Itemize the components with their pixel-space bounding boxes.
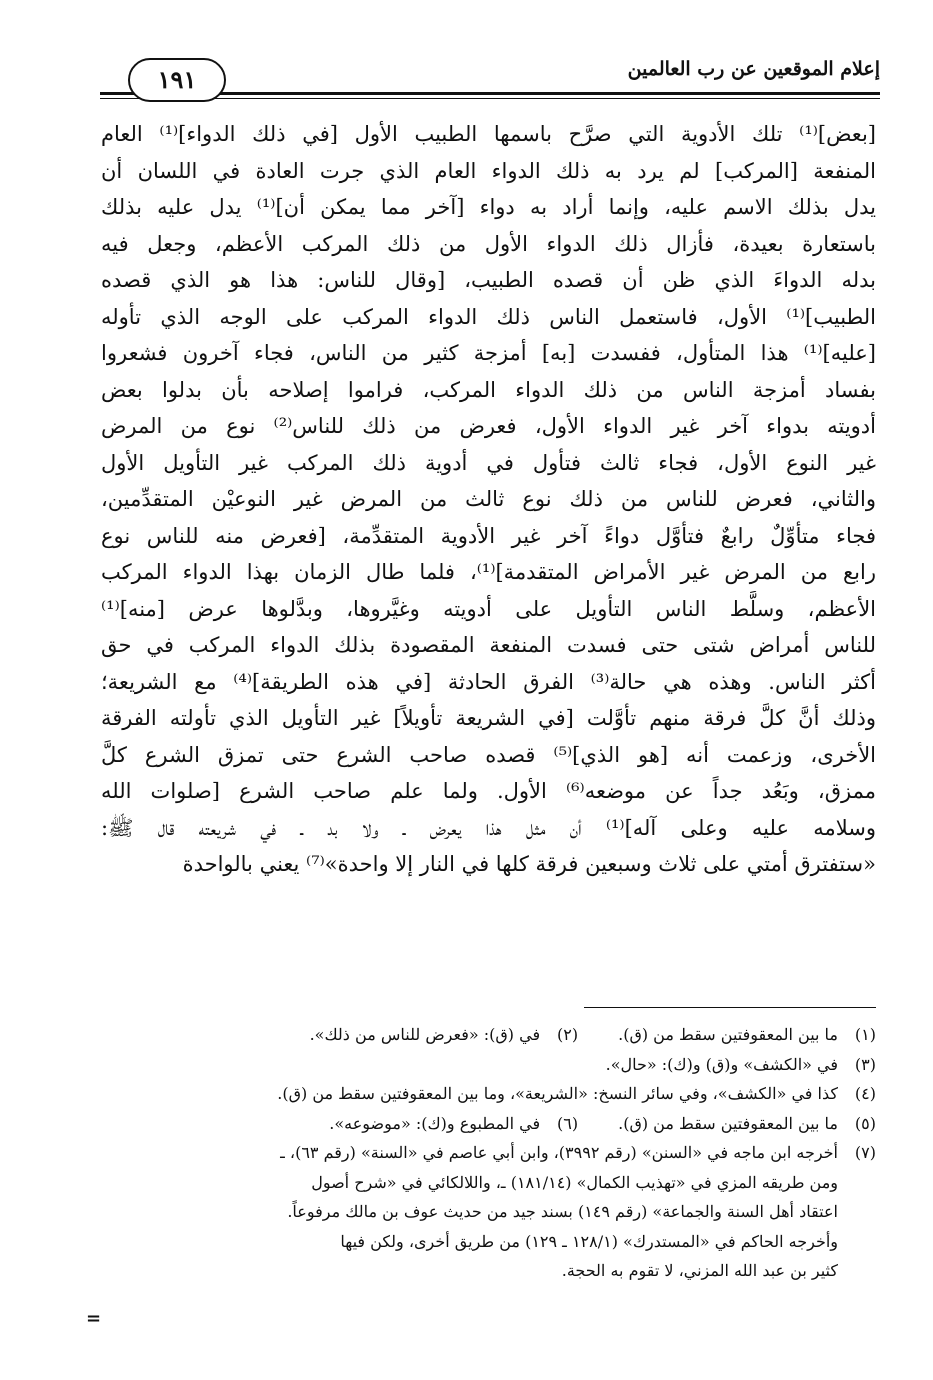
footnote-number: (٥): [854, 1113, 876, 1133]
footnote-line: [101, 1168, 876, 1198]
text-line: غير النوع الأول، فجاء ثالث فتأول في أدوية ذلك المركب غير التأويل الأول: [101, 450, 876, 475]
main-text: [101, 116, 876, 883]
footnote-text: ما بين المعقوفتين سقط من (ق).: [618, 1025, 838, 1044]
footnote-line: [101, 1138, 876, 1168]
footnote-text: أخرجه ابن ماجه في «السنن» (رقم ٣٩٩٢)، وابن أبي عاصم في «السنة» (رقم ٦٣)، ـ: [280, 1143, 838, 1162]
footnote-text: وأخرجه الحاكم في «المستدرك» (١٢٨/١ ـ ١٢٩) من طريق أخرى، ولكن فيها: [340, 1231, 838, 1251]
footnote-text: كثير بن عبد الله المزني، لا تقوم به الحجة.: [561, 1261, 838, 1280]
text-line: [عليه]⁽¹⁾ هذا المتأول، ففسدت [به] أمزجة كثير من الناس، فجاء آخرون فشعروا: [101, 341, 876, 365]
text-line: بدله الدواءَ الذي ظن أن قصده الطبيب، [وقال للناس: هذا هو الذي قصده: [101, 268, 876, 292]
text-line: «ستفترق أمتي على ثلاث وسبعين فرقة كلها في النار إلا واحدة»⁽⁷⁾ يعني بالواحدة: [182, 852, 876, 876]
footnote-text: في (ق): «فعرض للناس من ذلك».: [309, 1025, 541, 1044]
text-line: رابع من المرض غير الأمراض المتقدمة]⁽¹⁾، فلما طال الزمان بهذا الدواء المركب: [101, 560, 876, 584]
text-line: أكثر الناس. وهذه هي حالة⁽³⁾ الفرق الحادثة [في هذه الطريقة]⁽⁴⁾ مع الشريعة؛: [101, 669, 876, 694]
text-line: يدل بذلك الاسم عليه، وإنما أراد به دواء [آخر مما يمكن أن]⁽¹⁾ يدل عليه بذلك: [101, 195, 876, 219]
text-line: الأخرى، وزعمت أنه [هو الذي]⁽⁵⁾ قصده صاحب الشرع حتى تمزق الشرع كلَّ: [101, 742, 876, 767]
footnote-line: [101, 1227, 876, 1257]
footnote-number: (٦): [557, 1113, 579, 1133]
footnote-line: [101, 1020, 876, 1050]
text-line: باستعارة بعيدة، فأزال ذلك الدواء الأول من ذلك المركب الأعظم، وجعل فيه: [101, 231, 876, 256]
footnote-line: [101, 1109, 876, 1139]
footnote-line: [101, 1050, 876, 1080]
text-line: فجاء متأوِّلٌ رابعٌ فتأوَّل دواءً آخر غير الأدوية المتقدِّمة، [فعرض منه للناس نوع: [101, 523, 876, 548]
text-line: بفساد أمزجة الناس من ذلك الدواء المركب، فراموا إصلاحه بأن بدلوا بعض: [101, 377, 876, 402]
footnote-number: (٧): [854, 1143, 876, 1162]
page-header: [100, 48, 880, 104]
footnote-separator: [584, 1007, 876, 1008]
continuation-mark: =: [86, 1308, 102, 1329]
footnote-number: (٢): [557, 1025, 579, 1044]
running-title: إعلام الموقعين عن رب العالمين: [627, 58, 880, 80]
text-line: الأعظم، وسلَّط الناس التأويل على أدويته وغيَّروها، وبدَّلوها عرض [منه]⁽¹⁾: [101, 596, 876, 621]
text-line: وسلامه عليه وعلى آله]⁽¹⁾ أن مثل هذا يعرض ـ ولا بد ـ في شريعته قال ﷺ:: [101, 815, 876, 840]
footnote-text: في «الكشف» و(ق) و(ك): «حال».: [605, 1054, 838, 1074]
text-line: ممزق، وبَعُد جداً عن موضعه⁽⁶⁾ الأول. ولما علم صاحب الشرع [صلوات الله: [101, 779, 876, 803]
footnote-text: ومن طريقه المزي في «تهذيب الكمال» (١٨١/١٤) ـ، واللالكائي في «شرح أصول: [311, 1172, 838, 1192]
header-rule-thin: [100, 98, 880, 99]
footnotes: [101, 1020, 876, 1286]
text-line: والثاني، فعرض للناس من ذلك نوع ثالث من المرض غير النوعيْن المتقدِّمين،: [101, 487, 876, 511]
footnote-line: [101, 1256, 876, 1286]
footnote-line: [101, 1197, 876, 1227]
footnote-line: [101, 1079, 876, 1109]
text-line: الطبيب]⁽¹⁾ الأول، فاستعمل الناس ذلك الدواء المركب على الوجه الذي تأوله: [101, 304, 876, 329]
footnote-text: اعتقاد أهل السنة والجماعة» (رقم ١٤٩) بسند جيد من حديث عوف بن مالك مرفوعاً.: [287, 1202, 838, 1221]
footnote-text: في المطبوع و(ك): «موضوعه».: [329, 1113, 541, 1133]
page-number: ١٩١: [128, 58, 226, 102]
footnote-text: ما بين المعقوفتين سقط من (ق).: [618, 1113, 838, 1133]
text-line: للناس أمراض شتى حتى فسدت المنفعة المقصودة بذلك الدواء المركب في حق: [101, 633, 876, 657]
footnote-text: كذا في «الكشف»، وفي سائر النسخ: «الشريعة»، وما بين المعقوفتين سقط من (ق).: [277, 1084, 838, 1103]
text-line: [بعض]⁽¹⁾ تلك الأدوية التي صرَّح باسمها الطبيب الأول [في ذلك الدواء]⁽¹⁾ العام: [101, 122, 876, 146]
footnote-number: (٤): [854, 1084, 876, 1103]
footnote-number: (٣): [854, 1054, 876, 1074]
text-line: أدويته بدواء آخر غير الدواء الأول، فعرض من ذلك للناس⁽²⁾ نوع من المرض: [101, 414, 876, 438]
footnote-number: (١): [854, 1025, 876, 1044]
text-line: وذلك أنَّ كلَّ فرقة منهم تأوَّلت [في الشريعة تأويلاً] غير التأويل الذي تأولته الفرقة: [101, 706, 876, 730]
text-line: المنفعة [المركب] لم يرد به ذلك الدواء العام الذي جرت العادة في اللسان أن: [101, 158, 876, 183]
